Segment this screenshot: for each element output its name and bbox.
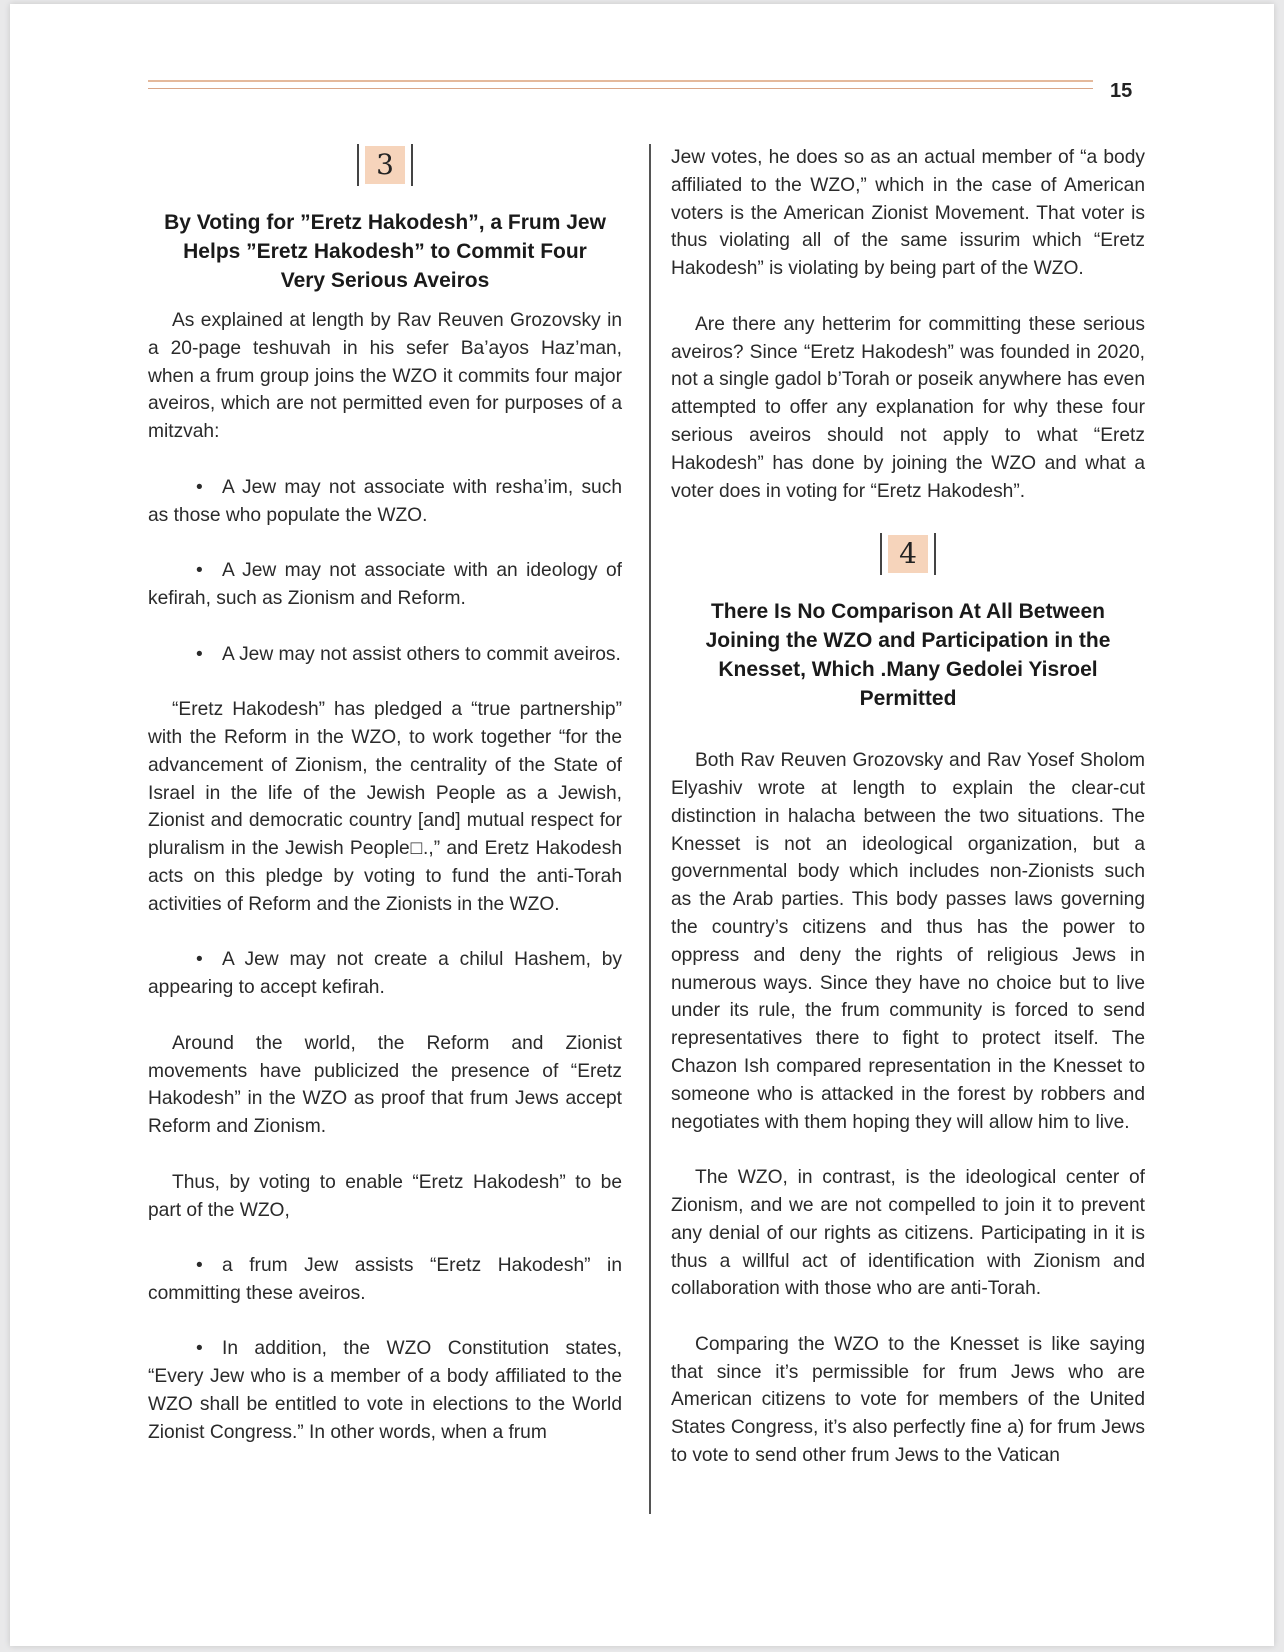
- badge-bar-left: [357, 144, 359, 186]
- paragraph-thus: Thus, by voting to enable “Eretz Hakodesh” to be part of the WZO,: [148, 1171, 622, 1221]
- bullet-dot: •: [196, 476, 203, 498]
- section-heading: By Voting for ”Eretz Hakodesh”, a Frum Jew Helps ”Eretz Hakodesh” to Commit Four Very Serious Aveiros: [164, 211, 606, 292]
- badge-bar-right: [934, 533, 936, 575]
- bullet-item: [148, 474, 622, 530]
- paragraph-world: Around the world, the Reform and Zionist movements have publicized the presence of “Eretz Hakodesh” in the WZO as proof that frum Jews accept Reform and Zionism.: [148, 1032, 622, 1138]
- badge-bar-right: [411, 144, 413, 186]
- header-rule-bottom: [148, 88, 1093, 89]
- bullet-text: In addition, the WZO Constitution states, “Every Jew who is a member of a body affiliated to the WZO shall be entitled to vote in elections to the World Zionist Congress.” In other words, when a frum: [148, 1338, 622, 1443]
- section-3-header: [148, 144, 622, 295]
- page-number: 15: [1110, 80, 1133, 102]
- paragraph-pledge: “Eretz Hakodesh” has pledged a “true partnership” with the Reform in the WZO, to work together “for the advancement of Zionism, the centrality of the State of Israel in the life of the Jewish People as a Jewish, Zionist and democratic country [and] mutual respect for pluralism in the Jewish People□.,” and Eretz Hakodesh acts on this pledge by voting to fund the anti-Torah activities of Reform and the Zionists in the WZO.: [148, 699, 622, 915]
- bullet-item: [148, 557, 622, 613]
- bullet-item: [148, 1252, 622, 1308]
- bullet-item: [148, 946, 622, 1002]
- paragraph-both: Both Rav Reuven Grozovsky and Rav Yosef Sholom Elyashiv wrote at length to explain the clear-cut distinction in halacha between the two situations. The Knesset is not an ideological organization, but a governmental body which includes non-Zionists such as the Arab parties. This body passes laws governing the country’s citizens and thus has the power to oppress and deny the rights of religious Jews in numerous ways. Since they have no choice but to live under its rule, the frum community is forced to send representatives there to fight to protect itself. The Chazon Ish compared representation in the Knesset to someone who is attacked in the forest by robbers and negotiates with them hoping they will allow him to live.: [671, 750, 1145, 1133]
- bullet-text: A Jew may not create a chilul Hashem, by appearing to accept kefirah.: [148, 949, 622, 999]
- right-column: [671, 144, 1145, 1470]
- document-page: [10, 4, 1274, 1646]
- section-4-header: [671, 533, 1145, 713]
- bullet-item: [148, 641, 622, 669]
- bullet-text: A Jew may not associate with an ideology of kefirah, such as Zionism and Reform.: [148, 560, 622, 609]
- section-heading: There Is No Comparison At All Between Joining the WZO and Participation in the Knesset, Which .Many Gedolei Yisroel Permitted: [705, 600, 1111, 711]
- bullet-dot: •: [196, 1338, 203, 1360]
- paragraph-contrast: The WZO, in contrast, is the ideological center of Zionism, and we are not compelled to join it to prevent any denial of our rights as citizens. Participating in it is thus a willful act of identification with Zionism and collaboration with those who are anti-Torah.: [671, 1167, 1145, 1300]
- bullet-item: [148, 1335, 622, 1446]
- paragraph-comparing: Comparing the WZO to the Knesset is like saying that since it’s permissible for frum Jews who are American citizens to vote for members of the United States Congress, it’s also perfectly fine a) for frum Jews to vote to send other frum Jews to the Vatican: [671, 1333, 1145, 1467]
- section-number-badge: [876, 533, 940, 575]
- bullet-text: a frum Jew assists “Eretz Hakodesh” in committing these aveiros.: [148, 1255, 622, 1304]
- left-column: [148, 144, 622, 1447]
- column-divider: [649, 144, 651, 1514]
- bullet-dot: •: [196, 560, 203, 582]
- section-number: 4: [888, 535, 928, 573]
- section-number-badge: [353, 144, 417, 186]
- bullet-text: A Jew may not assist others to commit aveiros.: [222, 643, 621, 665]
- paragraph-hetterim: Are there any hetterim for committing these serious aveiros? Since “Eretz Hakodesh” was founded in 2020, not a single gadol b’Torah or poseik anywhere has even attempted to offer any explanation for why these four serious aveiros should not apply to what “Eretz Hakodesh” has done by joining the WZO and what a voter does in voting for “Eretz Hakodesh”.: [671, 313, 1145, 502]
- bullet-dot: •: [196, 949, 203, 971]
- bullet-text: A Jew may not associate with resha’im, such as those who populate the WZO.: [148, 476, 622, 526]
- badge-bar-left: [880, 533, 882, 575]
- header-rule-top: [148, 80, 1093, 82]
- bullet-dot: •: [196, 643, 203, 665]
- header-rules: [148, 77, 1093, 95]
- paragraph-continuation: Jew votes, he does so as an actual member of “a body affiliated to the WZO,” which in the case of American voters is the American Zionist Movement. That voter is thus violating all of the same issurim which “Eretz Hakodesh” is violating by being part of the WZO.: [671, 147, 1145, 280]
- section-number: 3: [365, 146, 405, 184]
- paragraph-intro: As explained at length by Rav Reuven Grozovsky in a 20-page teshuvah in his sefer Ba’ayos Haz’man, when a frum group joins the WZO it commits four major aveiros, which are not permitted even for purposes of a mitzvah:: [148, 310, 622, 443]
- bullet-dot: •: [196, 1255, 203, 1277]
